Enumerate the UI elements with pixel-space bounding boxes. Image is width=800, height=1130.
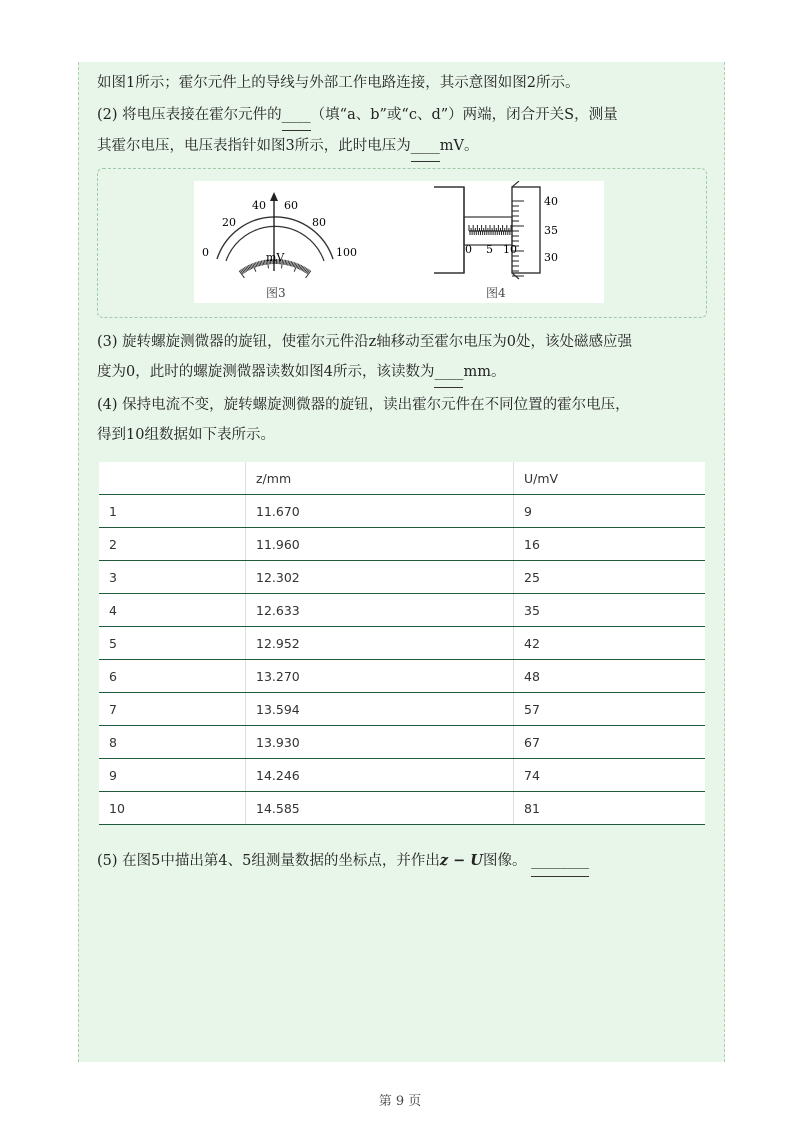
thimble-label-30: 30 <box>544 251 558 264</box>
table-header-cell <box>99 462 246 495</box>
table-row <box>99 528 705 561</box>
q2-blank-1: ____ <box>282 100 311 131</box>
table-row <box>99 660 705 693</box>
q2-text-b: （填“a、b”或“c、d”）两端，闭合开关S，测量 <box>310 107 618 123</box>
question-5 <box>97 846 717 877</box>
q5-math: z − U <box>439 852 483 869</box>
table-row <box>99 693 705 726</box>
table-row <box>99 495 705 528</box>
table-cell: 81 <box>514 792 706 825</box>
figure-box <box>97 168 707 318</box>
dial-label-40: 40 <box>252 199 266 212</box>
q4-text-a: (4) 保持电流不变，旋转螺旋测微器的旋钮，读出霍尔元件在不同位置的霍尔电压， <box>97 397 630 413</box>
table-cell: 9 <box>514 495 706 528</box>
table-row <box>99 561 705 594</box>
intro-text: 如图1所示；霍尔元件上的导线与外部工作电路连接，其示意图如图2所示。 <box>97 75 580 91</box>
q3-text-a: (3) 旋转螺旋测微器的旋钮，使霍尔元件沿z轴移动至霍尔电压为0处，该处磁感应强 <box>97 334 633 350</box>
table-cell: 35 <box>514 594 706 627</box>
q2-blank-2: ____ <box>411 131 440 162</box>
table-header-cell: U/mV <box>514 462 706 495</box>
q3-text-c: mm。 <box>463 364 506 380</box>
dial-tick <box>258 261 259 266</box>
table-cell: 4 <box>99 594 246 627</box>
table-cell: 5 <box>99 627 246 660</box>
table-row <box>99 726 705 759</box>
dial-tick <box>288 261 289 266</box>
content-panel <box>78 62 725 1062</box>
thimble-label-40: 40 <box>544 195 558 208</box>
dial-tick <box>286 260 287 265</box>
q5-text-a: (5) 在图5中描出第4、5组测量数据的坐标点，并作出 <box>97 853 440 869</box>
q3-blank: ____ <box>434 357 463 388</box>
sleeve-label-5: 5 <box>486 243 493 256</box>
table-header-cell: z/mm <box>246 462 514 495</box>
dial-label-0: 0 <box>202 246 209 259</box>
table-cell: 10 <box>99 792 246 825</box>
dial-tick <box>263 260 264 265</box>
table-cell: 1 <box>99 495 246 528</box>
micrometer-figure <box>429 181 599 281</box>
table-cell: 9 <box>99 759 246 792</box>
q4-text-b: 得到10组数据如下表所示。 <box>97 427 275 443</box>
sleeve-label-0: 0 <box>465 243 472 256</box>
dial-label-80: 80 <box>312 216 326 229</box>
fig3-caption: 图3 <box>266 286 286 300</box>
table-cell: 13.930 <box>246 726 514 759</box>
table-cell: 14.585 <box>246 792 514 825</box>
dial-label-20: 20 <box>222 216 236 229</box>
dial-unit: mV <box>266 251 285 264</box>
table-cell: 42 <box>514 627 706 660</box>
q3-text-b: 度为0，此时的螺旋测微器读数如图4所示，该读数为 <box>97 364 435 380</box>
table-cell: 13.270 <box>246 660 514 693</box>
table-cell: 74 <box>514 759 706 792</box>
table-cell: 12.952 <box>246 627 514 660</box>
dial-label-60: 60 <box>284 199 298 212</box>
dial-tick <box>290 261 291 266</box>
table-cell: 12.633 <box>246 594 514 627</box>
page-footer: 第 9 页 <box>378 1094 422 1109</box>
table-cell: 11.670 <box>246 495 514 528</box>
dial-tick <box>285 260 286 265</box>
table-header-row <box>99 462 705 495</box>
question-4 <box>97 390 717 450</box>
dial-label-100: 100 <box>336 246 357 259</box>
table-cell: 3 <box>99 561 246 594</box>
q5-text-b: 图像。 <box>482 853 527 869</box>
dial-tick <box>261 261 262 266</box>
q2-text-c: 其霍尔电压，电压表指针如图3所示，此时电压为 <box>97 138 411 154</box>
question-3 <box>97 327 717 388</box>
figure-canvas <box>194 181 604 303</box>
q2-text-d: mV。 <box>439 138 479 154</box>
table-cell: 16 <box>514 528 706 561</box>
table-cell: 25 <box>514 561 706 594</box>
fig4-caption: 图4 <box>486 286 506 300</box>
table-row <box>99 627 705 660</box>
voltmeter-figure <box>194 181 394 281</box>
table-cell: 11.960 <box>246 528 514 561</box>
thimble-label-35: 35 <box>544 224 558 237</box>
table-row <box>99 759 705 792</box>
table-cell: 13.594 <box>246 693 514 726</box>
table-cell: 57 <box>514 693 706 726</box>
table-cell: 14.246 <box>246 759 514 792</box>
table-row <box>99 792 705 825</box>
table-cell: 6 <box>99 660 246 693</box>
sleeve-label-10: 10 <box>503 243 517 256</box>
question-2 <box>97 100 717 162</box>
dial-tick <box>289 261 290 266</box>
table-row <box>99 594 705 627</box>
dial-tick <box>260 261 261 266</box>
data-table <box>99 462 705 825</box>
table-cell: 12.302 <box>246 561 514 594</box>
table-cell: 2 <box>99 528 246 561</box>
q5-blank: ________ <box>531 846 589 877</box>
q2-text-a: (2) 将电压表接在霍尔元件的 <box>97 107 282 123</box>
table-cell: 8 <box>99 726 246 759</box>
table-cell: 7 <box>99 693 246 726</box>
table-cell: 67 <box>514 726 706 759</box>
table-cell: 48 <box>514 660 706 693</box>
